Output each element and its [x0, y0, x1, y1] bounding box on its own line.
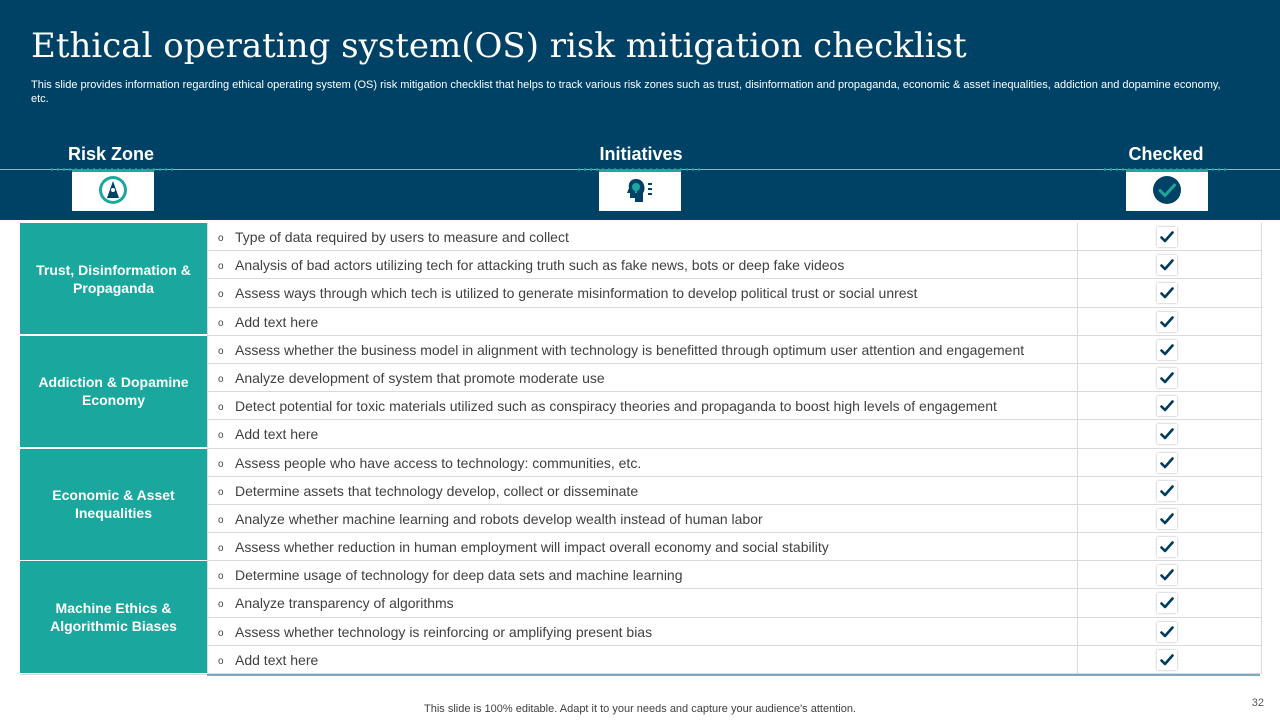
column-header-initiatives: Initiatives	[599, 144, 683, 164]
bullet-icon: o	[218, 655, 224, 667]
checkbox-checked[interactable]	[1157, 593, 1177, 613]
table-bottom-border	[20, 674, 207, 675]
bullet-icon: o	[218, 627, 224, 639]
checkbox-checked[interactable]	[1157, 509, 1177, 529]
risk-zone-cell: Trust, Disinformation & Propaganda	[20, 223, 207, 334]
bullet-icon: o	[218, 233, 224, 244]
bullet-icon: o	[218, 571, 224, 583]
table-row	[208, 561, 1261, 589]
bullet-icon: o	[218, 289, 224, 301]
table-row	[208, 449, 1261, 477]
column-divider	[1077, 646, 1078, 673]
initiatives-table	[207, 223, 1262, 674]
initiative-text: Add text here	[235, 313, 319, 330]
table-row	[208, 505, 1261, 533]
checkbox-checked[interactable]	[1157, 481, 1177, 501]
checked-icon-box	[1126, 169, 1208, 211]
table-row	[208, 279, 1261, 307]
initiative-text: Type of data required by users to measure and collect	[235, 229, 569, 245]
checkbox-checked[interactable]	[1157, 650, 1177, 670]
page-number: 32	[1251, 697, 1264, 709]
column-divider	[1077, 308, 1078, 335]
column-divider	[1077, 477, 1078, 504]
column-divider	[1077, 505, 1078, 532]
bullet-icon: o	[218, 373, 224, 385]
bullet-icon: o	[218, 402, 224, 414]
initiative-text: Determine usage of technology for deep data sets and machine learning	[235, 567, 683, 584]
table-bottom-accent	[207, 674, 1260, 676]
checkmark-icon	[1160, 541, 1174, 553]
risk-zone-cell: Machine Ethics & Algorithmic Biases	[20, 561, 207, 672]
checkbox-checked[interactable]	[1157, 396, 1177, 416]
initiative-text: Assess whether technology is reinforcing or amplifying present bias	[235, 623, 653, 640]
column-divider	[1077, 336, 1078, 363]
checkbox-checked[interactable]	[1157, 340, 1177, 360]
initiative-text: Assess ways through which tech is utilized to generate misinformation to develop political trust or social unrest	[235, 285, 918, 302]
initiative-text: Assess whether reduction in human employment will impact overall economy and social stability	[235, 539, 829, 556]
checkmark-icon	[1160, 344, 1174, 356]
checkbox-checked[interactable]	[1157, 312, 1177, 332]
checkmark-icon	[1160, 428, 1174, 440]
bullet-icon: o	[218, 543, 224, 555]
column-divider	[1077, 364, 1078, 391]
checkmark-icon	[1160, 259, 1174, 271]
page-title: Ethical operating system(OS) risk mitigation checklist	[31, 26, 967, 66]
column-header-risk-zone: Risk Zone	[67, 144, 155, 164]
table-row	[208, 589, 1261, 617]
checkmark-icon	[1160, 513, 1174, 525]
column-divider	[1077, 533, 1078, 560]
bullet-icon: o	[218, 458, 224, 470]
checkmark-icon	[1160, 287, 1174, 299]
checkmark-icon	[1160, 372, 1174, 384]
initiative-text: Analyze development of system that promote moderate use	[235, 369, 605, 386]
check-circle-icon	[1152, 175, 1182, 205]
initiative-text: Analyze transparency of algorithms	[235, 595, 454, 612]
table-row	[208, 364, 1261, 392]
bullet-icon: o	[218, 514, 224, 526]
table-row	[208, 618, 1261, 646]
checkbox-checked[interactable]	[1157, 537, 1177, 557]
checkbox-checked[interactable]	[1157, 283, 1177, 303]
column-divider	[1077, 223, 1078, 250]
table-row	[208, 420, 1261, 448]
idea-head-icon	[624, 174, 656, 206]
checkmark-icon	[1160, 569, 1174, 581]
table-row	[208, 308, 1261, 336]
bullet-icon: o	[218, 317, 224, 329]
checkbox-checked[interactable]	[1157, 453, 1177, 473]
bullet-icon: o	[218, 345, 224, 357]
bullet-icon: o	[218, 486, 224, 498]
risk-zone-cell: Economic & Asset Inequalities	[20, 449, 207, 560]
checkbox-checked[interactable]	[1157, 424, 1177, 444]
column-divider	[1077, 561, 1078, 588]
initiative-text: Add text here	[235, 651, 319, 668]
page-subtitle: This slide provides information regarding ethical operating system (OS) risk mitigation checklist that helps to track various risk zones such as trust, disinformation and propaganda, economic & asset inequalities, addiction and dopamine economy, etc.	[31, 79, 1221, 105]
checkmark-icon	[1160, 400, 1174, 412]
column-divider	[1077, 251, 1078, 278]
risk-zone-cell: Addiction & Dopamine Economy	[20, 336, 207, 447]
column-divider	[1077, 589, 1078, 616]
column-divider	[1077, 618, 1078, 645]
initiative-text: Assess whether the business model in alignment with technology is benefitted through optimum user attention and engagement	[235, 341, 1025, 358]
table-row	[208, 477, 1261, 505]
checkmark-icon	[1160, 597, 1174, 609]
table-row	[208, 336, 1261, 364]
checkbox-checked[interactable]	[1157, 227, 1177, 247]
initiatives-icon-box	[599, 169, 681, 211]
gauge-icon	[97, 174, 129, 206]
table-row	[208, 533, 1261, 561]
table-row	[208, 251, 1261, 279]
risk-zone-icon-box	[72, 169, 154, 211]
column-divider	[1077, 420, 1078, 447]
initiative-text: Determine assets that technology develop, collect or disseminate	[235, 482, 639, 499]
header-banner	[0, 0, 1280, 220]
footer-note: This slide is 100% editable. Adapt it to your needs and capture your audience's attention.	[424, 703, 856, 715]
initiative-text: Detect potential for toxic materials utilized such as conspiracy theories and propaganda to boost high levels of engagement	[235, 398, 997, 415]
checkbox-checked[interactable]	[1157, 368, 1177, 388]
bullet-icon: o	[218, 599, 224, 611]
initiative-text: Add text here	[235, 426, 319, 443]
checkmark-icon	[1160, 654, 1174, 666]
column-divider	[1077, 279, 1078, 306]
table-row	[208, 223, 1261, 251]
checkmark-icon	[1160, 485, 1174, 497]
checkmark-icon	[1160, 626, 1174, 638]
checkmark-icon	[1160, 231, 1174, 243]
checkmark-icon	[1160, 316, 1174, 328]
initiative-text: Assess people who have access to technology: communities, etc.	[235, 454, 642, 471]
initiative-text: Analysis of bad actors utilizing tech for attacking truth such as fake news, bots or deep fake videos	[235, 257, 845, 274]
bullet-icon: o	[218, 430, 224, 442]
initiative-text: Analyze whether machine learning and robots develop wealth instead of human labor	[235, 510, 763, 527]
bullet-icon: o	[218, 261, 224, 273]
column-divider	[1077, 449, 1078, 476]
checkbox-checked[interactable]	[1157, 622, 1177, 642]
column-header-checked: Checked	[1128, 144, 1204, 164]
checkmark-icon	[1160, 457, 1174, 469]
checkbox-checked[interactable]	[1157, 255, 1177, 275]
column-divider	[1077, 392, 1078, 419]
table-row	[208, 392, 1261, 420]
table-row	[208, 646, 1261, 674]
checkbox-checked[interactable]	[1157, 565, 1177, 585]
